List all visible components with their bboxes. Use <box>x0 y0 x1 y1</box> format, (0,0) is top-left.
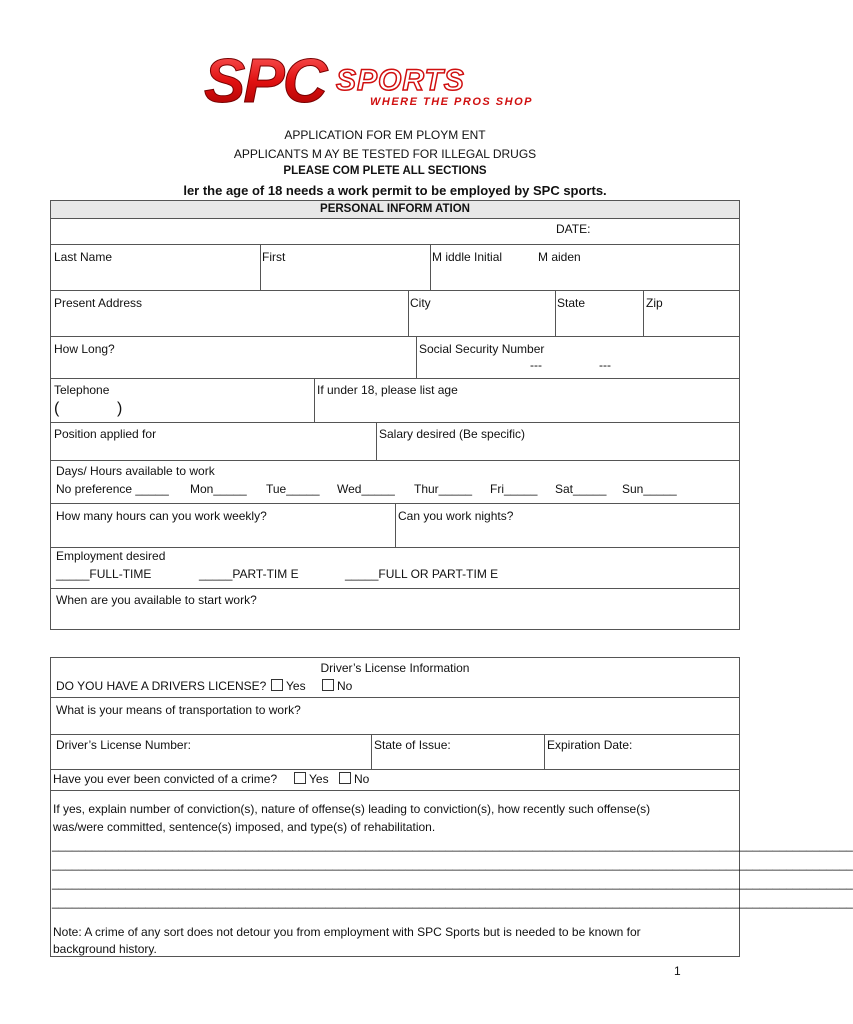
convicted-no-label: No <box>354 772 370 786</box>
drivers-license-title: Driver’s License Information <box>320 661 470 675</box>
license-yes-label: Yes <box>286 679 306 693</box>
checkbox-icon <box>322 679 334 691</box>
zip-input[interactable] <box>645 312 738 334</box>
transportation-label: What is your means of transportation to work? <box>56 703 301 717</box>
telephone-label: Telephone <box>54 383 110 397</box>
days-hours-label: Days/ Hours available to work <box>56 464 215 478</box>
city-label: City <box>410 296 431 310</box>
note-text-line1: Note: A crime of any sort does not detour you from employment with SPC Sports but is needed to be known for <box>53 925 641 939</box>
start-work-input[interactable] <box>52 608 738 628</box>
convicted-yes-label: Yes <box>309 772 329 786</box>
explain-answer-line[interactable]: ________________________________________________________________________________________________________________________ <box>52 895 853 909</box>
convicted-label: Have you ever been convicted of a crime? <box>53 772 278 786</box>
ssn-input[interactable] <box>418 358 738 376</box>
svg-text:SPORTS: SPORTS <box>336 64 465 97</box>
day-wed[interactable]: Wed_____ <box>337 482 395 496</box>
checkbox-icon <box>294 772 306 784</box>
city-input[interactable] <box>410 312 553 334</box>
day-thur[interactable]: Thur_____ <box>414 482 473 496</box>
hours-weekly-label: How many hours can you work weekly? <box>56 509 267 523</box>
license-number-label: Driver’s License Number: <box>56 738 191 752</box>
ssn-separator-1: --- <box>530 358 542 372</box>
note-text-line2: background history. <box>53 942 157 956</box>
work-nights-label: Can you work nights? <box>398 509 514 523</box>
under-18-age-label: If under 18, please list age <box>317 383 458 397</box>
license-yes-checkbox[interactable] <box>271 679 306 693</box>
convicted-yes-checkbox[interactable] <box>294 772 329 786</box>
drug-test-notice: APPLICANTS M AY BE TESTED FOR ILLEGAL DRUGS <box>233 147 537 161</box>
present-address-input[interactable] <box>52 312 406 334</box>
state-input[interactable] <box>557 312 641 334</box>
first-name-label: First <box>262 250 286 264</box>
state-of-issue-label: State of Issue: <box>374 738 451 752</box>
last-name-label: Last Name <box>54 250 113 264</box>
employment-desired-label: Employment desired <box>56 549 166 563</box>
form-title: APPLICATION FOR EM PLOYM ENT <box>284 128 486 142</box>
first-name-input[interactable] <box>262 266 428 288</box>
convicted-no-checkbox[interactable] <box>339 772 369 786</box>
present-address-label: Present Address <box>54 296 143 310</box>
checkbox-icon <box>339 772 351 784</box>
middle-initial-label: M iddle Initial <box>432 250 503 264</box>
full-time-option[interactable]: _____FULL-TIME <box>56 567 152 581</box>
state-of-issue-input[interactable] <box>373 753 542 767</box>
zip-label: Zip <box>646 296 663 310</box>
explain-text-line2: was/were committed, sentence(s) imposed, and type(s) of rehabilitation. <box>53 820 436 834</box>
day-no-preference[interactable]: No preference _____ <box>56 482 169 496</box>
day-mon[interactable]: Mon_____ <box>190 482 247 496</box>
ssn-label: Social Security Number <box>419 342 545 356</box>
personal-info-title: PERSONAL INFORM ATION <box>51 201 739 219</box>
telephone-area-close: ) <box>117 400 123 417</box>
start-work-label: When are you available to start work? <box>56 593 257 607</box>
day-sat[interactable]: Sat_____ <box>555 482 607 496</box>
expiration-date-input[interactable] <box>546 753 738 767</box>
position-input[interactable] <box>52 442 374 458</box>
svg-text:SPC: SPC <box>204 47 326 116</box>
last-name-input[interactable] <box>52 266 258 288</box>
complete-sections-notice: PLEASE COM PLETE ALL SECTIONS <box>283 165 487 177</box>
expiration-date-label: Expiration Date: <box>547 738 633 752</box>
part-time-option[interactable]: _____PART-TIM E <box>199 567 299 581</box>
day-sun[interactable]: Sun_____ <box>622 482 677 496</box>
day-fri[interactable]: Fri_____ <box>490 482 538 496</box>
middle-initial-input[interactable] <box>432 266 532 288</box>
date-label: DATE: <box>556 222 591 236</box>
transportation-input[interactable] <box>52 718 738 732</box>
telephone-input[interactable] <box>64 401 114 419</box>
explain-answer-line[interactable]: ________________________________________________________________________________________________________________________ <box>52 876 853 890</box>
day-tue[interactable]: Tue_____ <box>266 482 320 496</box>
license-number-input[interactable] <box>52 753 369 767</box>
telephone-area-open: ( <box>54 400 60 417</box>
how-long-label: How Long? <box>54 342 115 356</box>
salary-input[interactable] <box>378 442 738 458</box>
license-no-label: No <box>337 679 353 693</box>
salary-label: Salary desired (Be specific) <box>379 427 526 441</box>
state-label: State <box>557 296 586 310</box>
license-no-checkbox[interactable] <box>322 679 352 693</box>
explain-answer-line[interactable]: ________________________________________________________________________________________________________________________ <box>52 838 853 852</box>
age-input[interactable] <box>316 400 738 420</box>
spc-sports-logo <box>200 48 570 114</box>
full-or-part-time-option[interactable]: _____FULL OR PART-TIM E <box>345 567 499 581</box>
page-number: 1 <box>674 964 681 978</box>
maiden-label: M aiden <box>538 250 581 264</box>
hours-weekly-input[interactable] <box>52 526 393 545</box>
explain-text-line1: If yes, explain number of conviction(s), nature of offense(s) leading to conviction(s), how recently such offense(s) <box>53 802 651 816</box>
ssn-separator-2: --- <box>599 358 611 372</box>
have-license-label: DO YOU HAVE A DRIVERS LICENSE? <box>56 679 267 693</box>
position-label: Position applied for <box>54 427 157 441</box>
how-long-input[interactable] <box>52 358 414 376</box>
work-permit-notice: ler the age of 18 needs a work permit to be employed by SPC sports. <box>183 183 607 198</box>
work-nights-input[interactable] <box>397 526 738 545</box>
checkbox-icon <box>271 679 283 691</box>
maiden-input[interactable] <box>536 266 736 288</box>
explain-answer-line[interactable]: ________________________________________________________________________________________________________________________ <box>52 857 853 871</box>
svg-text:WHERE THE PROS SHOP: WHERE THE PROS SHOP <box>370 96 533 108</box>
